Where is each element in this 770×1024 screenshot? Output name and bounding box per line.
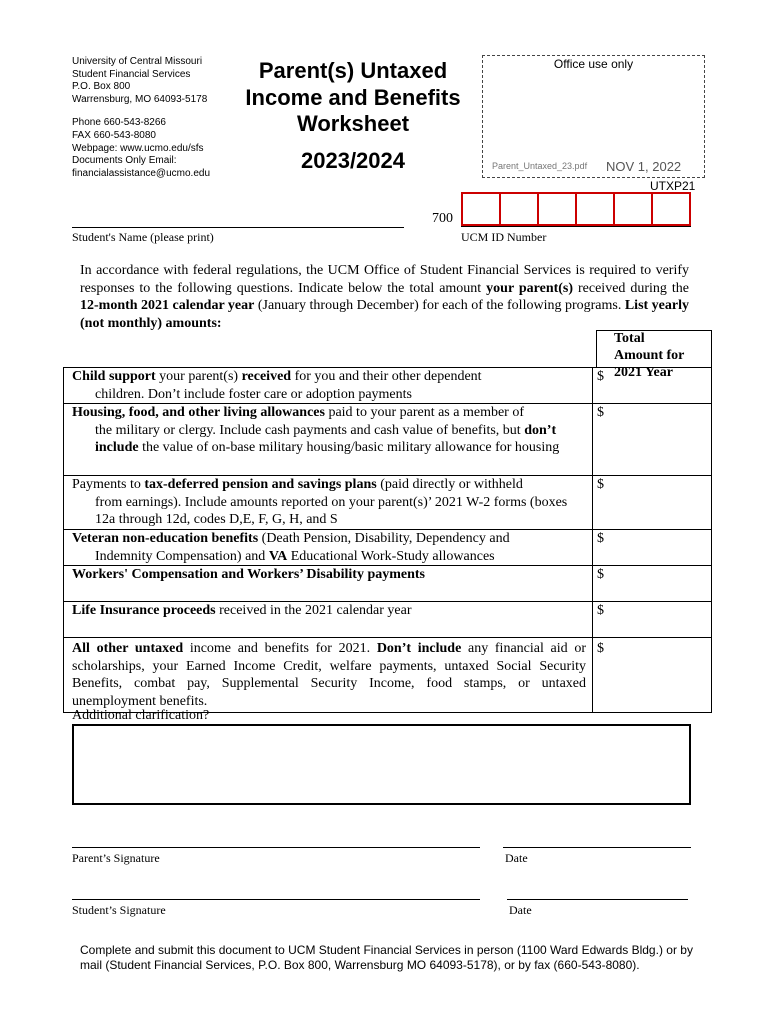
- id-prefix: 700: [432, 211, 453, 226]
- student-signature-field[interactable]: [72, 899, 480, 900]
- table-row-veteran: Veteran non-education benefits (Death Pension, Disability, Dependency and Indemnity Compensation) and VA Educational Work-Study allowances $: [64, 530, 711, 566]
- table-row-housing: Housing, food, and other living allowances paid to your parent as a member of the military or clergy. Include cash payments and cash value of benefits, but don’t include the value of on-base military housing/basic military allowance for housing $: [64, 404, 711, 476]
- student-date-field[interactable]: [507, 899, 688, 900]
- office-filename: Parent_Untaxed_23.pdf: [492, 161, 588, 171]
- student-signature-label: Student’s Signature: [72, 903, 166, 917]
- amount-field[interactable]: $: [597, 477, 604, 492]
- clarification-textarea[interactable]: [72, 724, 691, 805]
- ucm-id-label: UCM ID Number: [461, 230, 547, 244]
- id-digit-cell[interactable]: [463, 194, 501, 224]
- table-row-child-support: Child support your parent(s) received for you and their other dependent children. Don’t include foster care or adoption payments $: [64, 368, 711, 404]
- table-row-life-insurance: Life Insurance proceeds received in the 2021 calendar year $: [64, 602, 711, 638]
- amount-field[interactable]: $: [597, 641, 604, 656]
- id-digit-cell[interactable]: [501, 194, 539, 224]
- id-digit-cell[interactable]: [615, 194, 653, 224]
- table-row-other-untaxed: All other untaxed income and benefits for 2021. Don’t include any financial aid or scholarships, your Earned Income Credit, welfare payments, untaxed Social Security Benefits, combat pay, Supplemental Security Income, food stamps, or untaxed unemployment benefits. $: [64, 638, 711, 712]
- address-line: Student Financial Services: [72, 68, 191, 80]
- table-row-workers-comp: Workers' Compensation and Workers’ Disability payments $: [64, 566, 711, 602]
- instructions-paragraph: In accordance with federal regulations, the UCM Office of Student Financial Services is required to verify responses to the following questions. Indicate below the total amount your parent(s) received during the 12-month 2021 calendar year (January through December) for each of the following programs. List yearly (not monthly) amounts:: [80, 263, 690, 331]
- clarification-label: Additional clarification?: [72, 708, 210, 723]
- total-column-label: Total Amount for 2021 Year: [614, 331, 685, 380]
- documents-email-label: Documents Only Email:: [72, 155, 177, 167]
- student-name-field[interactable]: [72, 227, 404, 228]
- parent-date-label: Date: [505, 851, 528, 865]
- award-year: 2023/2024: [301, 148, 405, 173]
- id-digit-cell[interactable]: [577, 194, 615, 224]
- form-code: UTXP21: [650, 179, 696, 193]
- address-block: [72, 56, 210, 180]
- submission-instructions: Complete and submit this document to UCM Student Financial Services in person (1100 Ward Edwards Bldg.) or by mail (Student Financial Services, P.O. Box 800, Warrensburg MO 64093-5178), or by fax (660-543-8080).: [80, 943, 693, 972]
- address-line: P.O. Box 800: [72, 81, 131, 93]
- phone-number: Phone 660-543-8266: [72, 117, 166, 129]
- fax-number: FAX 660-543-8080: [72, 129, 156, 141]
- amount-field[interactable]: $: [597, 567, 604, 582]
- amount-field[interactable]: $: [597, 369, 604, 384]
- address-line: University of Central Missouri: [72, 56, 203, 67]
- id-digit-cell[interactable]: [653, 194, 689, 224]
- untaxed-income-table: [63, 367, 712, 713]
- table-row-pension: Payments to tax-deferred pension and savings plans (paid directly or withheld from earnings). Include amounts reported on your parent(s)’ 2021 W-2 forms (boxes 12a through 12d, codes D,E, F, G, H, and S $: [64, 476, 711, 530]
- parent-signature-field[interactable]: [72, 847, 480, 848]
- webpage-link[interactable]: Webpage: www.ucmo.edu/sfs: [72, 142, 204, 154]
- student-date-label: Date: [509, 903, 532, 917]
- student-name-label: Student's Name (please print): [72, 230, 214, 244]
- amount-field[interactable]: $: [597, 405, 604, 420]
- office-date-stamp: NOV 1, 2022: [606, 159, 682, 174]
- email-link[interactable]: financialassistance@ucmo.edu: [72, 167, 211, 179]
- parent-signature-label: Parent’s Signature: [72, 851, 160, 865]
- office-use-label: Office use only: [553, 57, 634, 71]
- ucm-id-field[interactable]: [461, 192, 691, 226]
- parent-date-field[interactable]: [503, 847, 691, 848]
- address-line: Warrensburg, MO 64093-5178: [72, 93, 208, 105]
- amount-field[interactable]: $: [597, 531, 604, 546]
- form-title: Parent(s) Untaxed Income and Benefits Worksheet: [245, 58, 461, 136]
- amount-field[interactable]: $: [597, 603, 604, 618]
- id-digit-cell[interactable]: [539, 194, 577, 224]
